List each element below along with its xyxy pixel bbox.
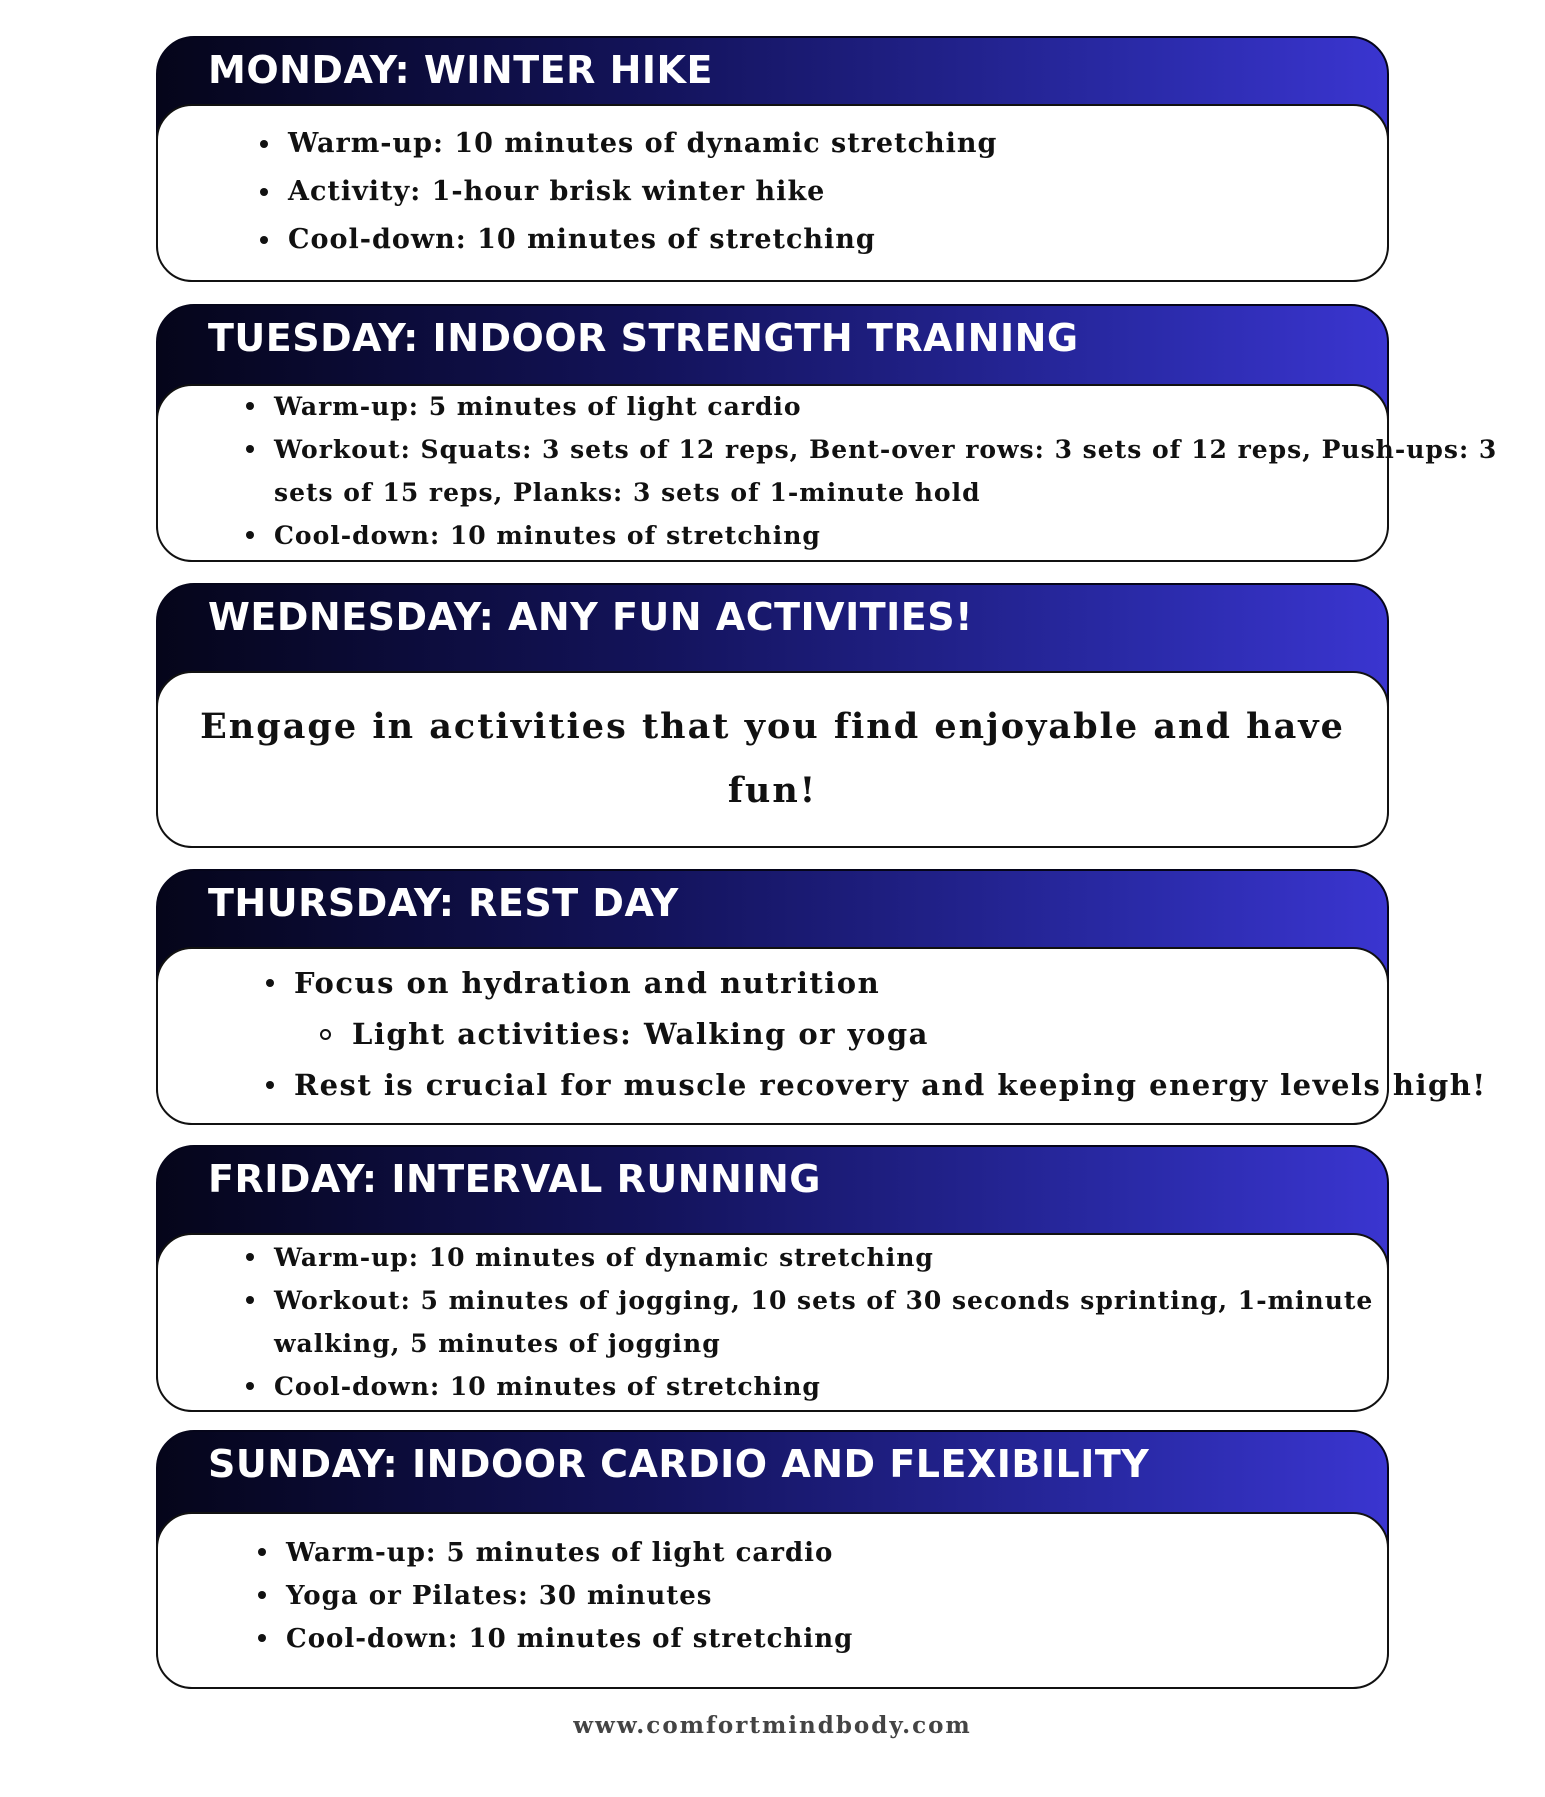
sunday-list bbox=[256, 1534, 853, 1663]
friday-card bbox=[156, 1145, 1389, 1412]
list-item-continuation: sets of 15 reps, Planks: 3 sets of 1-minute hold bbox=[274, 478, 981, 507]
monday-title: MONDAY: WINTER HIKE bbox=[208, 48, 713, 92]
wednesday-card bbox=[156, 583, 1389, 848]
list-item: Cool-down: 10 minutes of stretching bbox=[244, 517, 1497, 560]
list-item: Cool-down: 10 minutes of stretching bbox=[244, 1368, 1373, 1411]
thursday-card bbox=[156, 869, 1487, 1125]
list-item: Activity: 1-hour brisk winter hike bbox=[258, 172, 997, 220]
monday-card bbox=[156, 36, 1389, 282]
tuesday-title: TUESDAY: INDOOR STRENGTH TRAINING bbox=[208, 316, 1079, 360]
thursday-title: THURSDAY: REST DAY bbox=[208, 881, 679, 925]
friday-title: FRIDAY: INTERVAL RUNNING bbox=[208, 1157, 821, 1201]
monday-list bbox=[258, 124, 997, 268]
wednesday-body bbox=[156, 671, 1389, 848]
footer-url: www.comfortmindbody.com bbox=[573, 1712, 972, 1739]
tuesday-card bbox=[156, 304, 1498, 562]
list-item: Yoga or Pilates: 30 minutes bbox=[256, 1577, 853, 1620]
friday-list bbox=[244, 1239, 1373, 1411]
tuesday-list bbox=[244, 388, 1497, 560]
list-item: Cool-down: 10 minutes of stretching bbox=[256, 1620, 853, 1663]
sunday-title: SUNDAY: INDOOR CARDIO AND FLEXIBILITY bbox=[208, 1442, 1150, 1486]
wednesday-text-line1: Engage in activities that you find enjoyable and have bbox=[200, 706, 1345, 747]
list-subitem: Light activities: Walking or yoga bbox=[320, 1012, 1487, 1063]
list-item: Focus on hydration and nutrition bbox=[264, 961, 1487, 1012]
list-item: Workout: 5 minutes of jogging, 10 sets of 30 seconds sprinting, 1-minute bbox=[244, 1282, 1373, 1325]
monday-body bbox=[156, 104, 1389, 282]
list-item: Warm-up: 5 minutes of light cardio bbox=[244, 388, 1497, 431]
friday-body bbox=[156, 1233, 1389, 1412]
list-item-continuation: walking, 5 minutes of jogging bbox=[274, 1329, 721, 1358]
tuesday-body bbox=[156, 384, 1498, 562]
thursday-body bbox=[156, 947, 1487, 1125]
thursday-list bbox=[264, 961, 1487, 1114]
list-item: Cool-down: 10 minutes of stretching bbox=[258, 220, 997, 268]
list-item: Warm-up: 5 minutes of light cardio bbox=[256, 1534, 853, 1577]
wednesday-text-line2: fun! bbox=[727, 770, 818, 811]
wednesday-title: WEDNESDAY: ANY FUN ACTIVITIES! bbox=[208, 595, 973, 639]
sunday-body bbox=[156, 1512, 1389, 1689]
list-item: Warm-up: 10 minutes of dynamic stretching bbox=[258, 124, 997, 172]
list-item: Rest is crucial for muscle recovery and keeping energy levels high! bbox=[264, 1063, 1487, 1114]
list-item: Warm-up: 10 minutes of dynamic stretching bbox=[244, 1239, 1373, 1282]
list-item: Workout: Squats: 3 sets of 12 reps, Bent-over rows: 3 sets of 12 reps, Push-ups: 3 bbox=[244, 431, 1497, 474]
sunday-card bbox=[156, 1430, 1389, 1689]
wednesday-text bbox=[158, 695, 1387, 823]
